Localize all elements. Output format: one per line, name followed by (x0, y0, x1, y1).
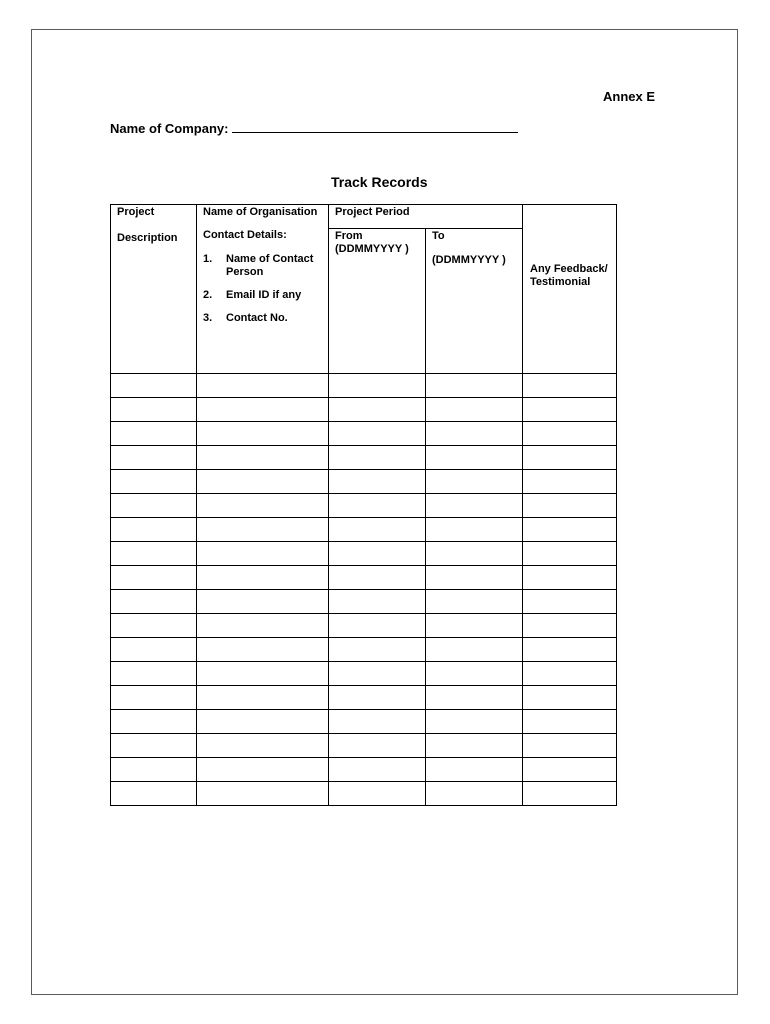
table-cell[interactable] (426, 782, 523, 806)
list-number: 3. (203, 312, 213, 324)
table-row (111, 638, 617, 662)
table-cell[interactable] (329, 422, 426, 446)
header-to (426, 229, 523, 374)
table-cell[interactable] (329, 542, 426, 566)
contact-list-item (203, 312, 322, 325)
table-cell[interactable] (426, 518, 523, 542)
table-cell[interactable] (329, 614, 426, 638)
table-cell[interactable] (197, 398, 329, 422)
table-cell[interactable] (197, 614, 329, 638)
table-cell[interactable] (426, 470, 523, 494)
table-cell[interactable] (523, 494, 617, 518)
list-text: Contact No. (226, 312, 288, 324)
company-name-blank[interactable] (232, 121, 518, 133)
table-cell[interactable] (523, 614, 617, 638)
table-cell[interactable] (523, 398, 617, 422)
table-row (111, 662, 617, 686)
table-cell[interactable] (111, 398, 197, 422)
table-cell[interactable] (329, 494, 426, 518)
table-row (111, 734, 617, 758)
table-cell[interactable] (523, 758, 617, 782)
table-cell[interactable] (426, 542, 523, 566)
table-row (111, 710, 617, 734)
table-cell[interactable] (523, 734, 617, 758)
table-cell[interactable] (197, 374, 329, 398)
table-cell[interactable] (197, 734, 329, 758)
table-cell[interactable] (426, 446, 523, 470)
table-cell[interactable] (111, 470, 197, 494)
table-body (111, 374, 617, 806)
table-cell[interactable] (426, 662, 523, 686)
header-to-label: To (432, 230, 445, 242)
table-cell[interactable] (111, 374, 197, 398)
header-organisation (197, 205, 329, 374)
table-cell[interactable] (111, 710, 197, 734)
contact-list-item (203, 289, 322, 302)
table-cell[interactable] (329, 758, 426, 782)
table-cell[interactable] (197, 662, 329, 686)
track-records-table (110, 204, 617, 806)
table-cell[interactable] (197, 710, 329, 734)
table-cell[interactable] (523, 470, 617, 494)
table-cell[interactable] (329, 446, 426, 470)
table-row (111, 398, 617, 422)
table-cell[interactable] (426, 494, 523, 518)
table-cell[interactable] (111, 662, 197, 686)
table-cell[interactable] (426, 422, 523, 446)
list-number: 2. (203, 289, 213, 301)
header-contact-details: Contact Details: (203, 229, 287, 241)
table-cell[interactable] (111, 614, 197, 638)
header-row (111, 205, 617, 229)
table-cell[interactable] (329, 518, 426, 542)
table-cell[interactable] (197, 758, 329, 782)
table-cell[interactable] (197, 446, 329, 470)
page-title: Track Records (331, 174, 428, 190)
table-cell[interactable] (426, 710, 523, 734)
company-name-line (110, 121, 518, 136)
table-cell[interactable] (523, 710, 617, 734)
table-cell[interactable] (111, 566, 197, 590)
header-org-name: Name of Organisation (203, 206, 318, 218)
table-cell[interactable] (329, 398, 426, 422)
list-text: Name of Contact Person (226, 253, 314, 278)
table-cell[interactable] (523, 374, 617, 398)
table-cell[interactable] (111, 446, 197, 470)
table-cell[interactable] (426, 638, 523, 662)
table-cell[interactable] (111, 590, 197, 614)
table-cell[interactable] (111, 518, 197, 542)
table-cell[interactable] (111, 542, 197, 566)
annex-label: Annex E (603, 89, 656, 104)
table-row (111, 590, 617, 614)
table-cell[interactable] (329, 374, 426, 398)
header-description: Description (117, 232, 178, 244)
header-project: Project (117, 206, 155, 218)
company-name-label: Name of Company: (110, 121, 229, 136)
table-cell[interactable] (426, 758, 523, 782)
table-cell[interactable] (329, 566, 426, 590)
table-cell[interactable] (197, 470, 329, 494)
table-cell[interactable] (197, 494, 329, 518)
table-cell[interactable] (329, 590, 426, 614)
table-row (111, 422, 617, 446)
header-from-label: From (335, 230, 363, 242)
table-cell[interactable] (197, 638, 329, 662)
table-row (111, 686, 617, 710)
table-cell[interactable] (329, 734, 426, 758)
table-cell[interactable] (426, 614, 523, 638)
table-cell[interactable] (111, 686, 197, 710)
table-cell[interactable] (197, 782, 329, 806)
table-row (111, 782, 617, 806)
table-cell[interactable] (111, 782, 197, 806)
table-cell[interactable] (197, 542, 329, 566)
table-cell[interactable] (111, 638, 197, 662)
table-row (111, 518, 617, 542)
table-cell[interactable] (523, 542, 617, 566)
table-cell[interactable] (111, 422, 197, 446)
table-cell[interactable] (426, 566, 523, 590)
header-from (329, 229, 426, 374)
table-cell[interactable] (329, 782, 426, 806)
table-cell[interactable] (523, 590, 617, 614)
header-to-format: (DDMMYYYY ) (432, 254, 506, 266)
table-cell[interactable] (523, 782, 617, 806)
table-cell[interactable] (426, 398, 523, 422)
table-cell[interactable] (523, 662, 617, 686)
header-project-period: Project Period (329, 205, 523, 229)
table-row (111, 542, 617, 566)
contact-list-item (203, 253, 322, 279)
table-cell[interactable] (523, 686, 617, 710)
table-row (111, 494, 617, 518)
table-cell[interactable] (197, 590, 329, 614)
table-cell[interactable] (197, 518, 329, 542)
table-cell[interactable] (426, 374, 523, 398)
table-row (111, 758, 617, 782)
table-cell[interactable] (426, 734, 523, 758)
table-cell[interactable] (329, 638, 426, 662)
header-feedback: Any Feedback/ Testimonial (523, 205, 617, 374)
table-cell[interactable] (197, 566, 329, 590)
table-cell[interactable] (329, 662, 426, 686)
table-cell[interactable] (523, 566, 617, 590)
list-text: Email ID if any (226, 289, 302, 301)
table-cell[interactable] (329, 470, 426, 494)
table-cell[interactable] (523, 518, 617, 542)
table-row (111, 374, 617, 398)
table-cell[interactable] (523, 446, 617, 470)
header-from-format: (DDMMYYYY ) (335, 243, 409, 255)
table-cell[interactable] (523, 638, 617, 662)
table-cell[interactable] (111, 758, 197, 782)
table-cell[interactable] (426, 590, 523, 614)
table-cell[interactable] (329, 710, 426, 734)
table-cell[interactable] (111, 494, 197, 518)
list-number: 1. (203, 253, 213, 265)
table-cell[interactable] (426, 686, 523, 710)
table-cell[interactable] (111, 734, 197, 758)
table-row (111, 470, 617, 494)
table-cell[interactable] (197, 686, 329, 710)
table-row (111, 446, 617, 470)
table-row (111, 566, 617, 590)
header-project-description (111, 205, 197, 374)
table-cell[interactable] (197, 422, 329, 446)
table-cell[interactable] (523, 422, 617, 446)
table-cell[interactable] (329, 686, 426, 710)
table-row (111, 614, 617, 638)
